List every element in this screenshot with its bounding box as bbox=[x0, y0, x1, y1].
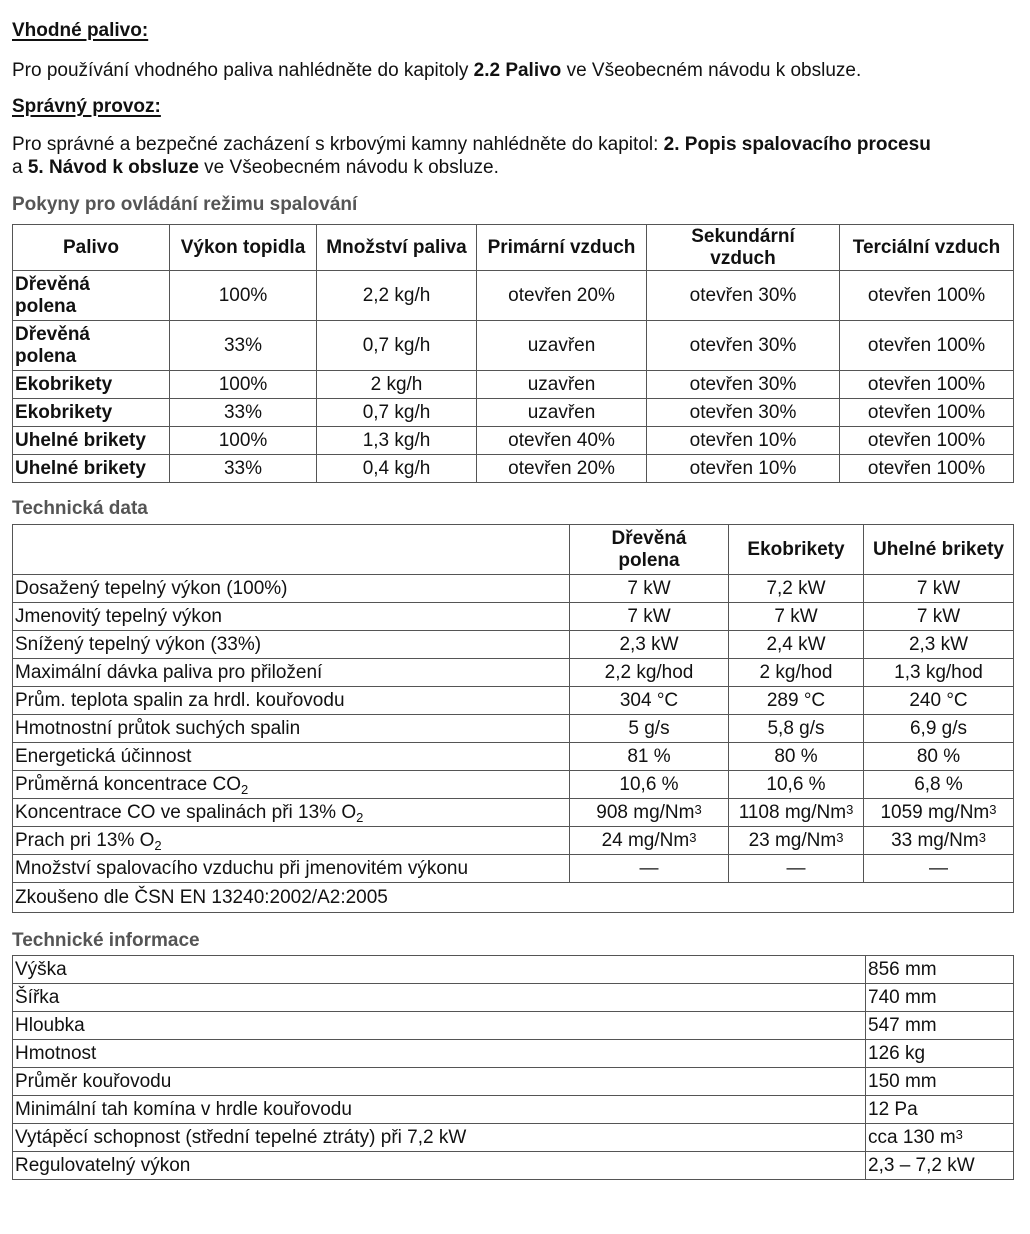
table-row bbox=[13, 399, 1014, 427]
row-label: Dosažený tepelný výkon (100%) bbox=[13, 575, 570, 603]
value-drevena-polena: 7 kW bbox=[570, 603, 729, 631]
value-uhelne-brikety: 7 kW bbox=[864, 603, 1014, 631]
value-drevena-polena: 5 g/s bbox=[570, 715, 729, 743]
table-row bbox=[13, 855, 1014, 883]
info-value: 547 mm bbox=[866, 1012, 1014, 1040]
amount-cell: 0,4 kg/h bbox=[317, 455, 477, 483]
value-ekobrikety bbox=[729, 827, 864, 855]
row-label-text: Průměrná koncentrace CO bbox=[15, 773, 241, 795]
tertiary-air-cell: otevřen 100% bbox=[840, 271, 1014, 321]
row-label bbox=[13, 827, 570, 855]
row-label-text: Prach pri 13% O bbox=[15, 829, 155, 851]
value-drevena-polena bbox=[570, 827, 729, 855]
info-label: Vytápěcí schopnost (střední tepelné ztráty) při 7,2 kW bbox=[13, 1124, 866, 1152]
header-ekobrikety: Ekobrikety bbox=[729, 525, 864, 575]
combustion-table bbox=[12, 224, 1014, 483]
info-label: Výška bbox=[13, 956, 866, 984]
value-text: 24 mg/Nm bbox=[601, 829, 690, 851]
operation-text-mid: a bbox=[12, 157, 28, 178]
fuel-chapter-ref: 2.2 Palivo bbox=[473, 60, 562, 81]
value-text: 908 mg/Nm bbox=[596, 801, 695, 823]
row-label: Snížený tepelný výkon (33%) bbox=[13, 631, 570, 659]
info-value: 856 mm bbox=[866, 956, 1014, 984]
amount-cell: 0,7 kg/h bbox=[317, 399, 477, 427]
fuel-cell: Uhelné brikety bbox=[13, 427, 170, 455]
fuel-text: Pro používání vhodného paliva nahlédněte do kapitoly bbox=[12, 60, 474, 81]
fuel-cell: Ekobrikety bbox=[13, 399, 170, 427]
superscript: 3 bbox=[989, 801, 997, 817]
amount-cell: 0,7 kg/h bbox=[317, 321, 477, 371]
info-value: 2,3 – 7,2 kW bbox=[866, 1152, 1014, 1180]
value-drevena-polena: 2,2 kg/hod bbox=[570, 659, 729, 687]
header-drevena-polena: Dřevěná polena bbox=[570, 525, 729, 575]
table-row bbox=[13, 631, 1014, 659]
secondary-air-cell: otevřen 30% bbox=[647, 399, 840, 427]
table-row bbox=[13, 799, 1014, 827]
value-uhelne-brikety: 6,9 g/s bbox=[864, 715, 1014, 743]
header-sekundarni: Sekundární vzduch bbox=[647, 225, 840, 271]
technical-data-title: Technická data bbox=[12, 498, 148, 519]
technical-info-title: Technické informace bbox=[12, 930, 200, 951]
table-row bbox=[13, 271, 1014, 321]
value-uhelne-brikety bbox=[864, 827, 1014, 855]
value-uhelne-brikety: — bbox=[864, 855, 1014, 883]
secondary-air-cell: otevřen 30% bbox=[647, 321, 840, 371]
table-row bbox=[13, 984, 1014, 1012]
row-label: Maximální dávka paliva pro přiložení bbox=[13, 659, 570, 687]
info-label: Šířka bbox=[13, 984, 866, 1012]
power-cell: 100% bbox=[170, 427, 317, 455]
power-cell: 100% bbox=[170, 271, 317, 321]
power-cell: 100% bbox=[170, 371, 317, 399]
subscript: 2 bbox=[154, 837, 162, 853]
table-row bbox=[13, 827, 1014, 855]
info-label: Průměr kouřovodu bbox=[13, 1068, 866, 1096]
table-row bbox=[13, 743, 1014, 771]
row-label-text: Koncentrace CO ve spalinách při 13% O bbox=[15, 801, 357, 823]
tertiary-air-cell: otevřen 100% bbox=[840, 371, 1014, 399]
superscript: 3 bbox=[955, 1126, 963, 1142]
header-tercialni: Terciální vzduch bbox=[840, 225, 1014, 271]
value-text: 1108 mg/Nm bbox=[738, 801, 847, 823]
table-row bbox=[13, 371, 1014, 399]
info-label: Minimální tah komína v hrdle kouřovodu bbox=[13, 1096, 866, 1124]
tertiary-air-cell: otevřen 100% bbox=[840, 399, 1014, 427]
value-ekobrikety: 2 kg/hod bbox=[729, 659, 864, 687]
operation-chapter-ref-2: 5. Návod k obsluze bbox=[27, 157, 199, 178]
fuel-text-end: ve Všeobecném návodu k obsluze. bbox=[561, 60, 862, 81]
table-row bbox=[13, 687, 1014, 715]
secondary-air-cell: otevřen 10% bbox=[647, 427, 840, 455]
table-row bbox=[13, 956, 1014, 984]
header-primarni: Primární vzduch bbox=[477, 225, 647, 271]
header-mnozstvi: Množství paliva bbox=[317, 225, 477, 271]
table-row bbox=[13, 1124, 1014, 1152]
primary-air-cell: otevřen 20% bbox=[477, 271, 647, 321]
superscript: 3 bbox=[689, 829, 697, 845]
info-value bbox=[866, 1124, 1014, 1152]
table-row bbox=[13, 1012, 1014, 1040]
value-ekobrikety: — bbox=[729, 855, 864, 883]
test-standard-note: Zkoušeno dle ČSN EN 13240:2002/A2:2005 bbox=[13, 883, 1014, 913]
row-label: Prům. teplota spalin za hrdl. kouřovodu bbox=[13, 687, 570, 715]
table-row bbox=[13, 427, 1014, 455]
value-ekobrikety: 10,6 % bbox=[729, 771, 864, 799]
value-drevena-polena: — bbox=[570, 855, 729, 883]
value-drevena-polena: 81 % bbox=[570, 743, 729, 771]
table-row bbox=[13, 715, 1014, 743]
value-ekobrikety bbox=[729, 799, 864, 827]
subscript: 2 bbox=[356, 809, 364, 825]
fuel-heading: Vhodné palivo: bbox=[12, 20, 149, 41]
value-uhelne-brikety: 2,3 kW bbox=[864, 631, 1014, 659]
value-ekobrikety: 289 °C bbox=[729, 687, 864, 715]
row-label: Hmotnostní průtok suchých spalin bbox=[13, 715, 570, 743]
table-row bbox=[13, 455, 1014, 483]
value-drevena-polena: 304 °C bbox=[570, 687, 729, 715]
value-text: 1059 mg/Nm bbox=[880, 801, 990, 823]
header-palivo: Palivo bbox=[13, 225, 170, 271]
operation-text: Pro správné a bezpečné zacházení s krbovými kamny nahlédněte do kapitol: bbox=[12, 134, 664, 155]
operation-chapter-ref-1: 2. Popis spalovacího procesu bbox=[663, 134, 931, 155]
value-drevena-polena bbox=[570, 799, 729, 827]
primary-air-cell: uzavřen bbox=[477, 399, 647, 427]
row-label: Energetická účinnost bbox=[13, 743, 570, 771]
row-label: Jmenovitý tepelný výkon bbox=[13, 603, 570, 631]
row-label bbox=[13, 771, 570, 799]
operation-paragraph bbox=[12, 133, 1022, 179]
superscript: 3 bbox=[836, 829, 844, 845]
info-value: 12 Pa bbox=[866, 1096, 1014, 1124]
table-row bbox=[13, 1096, 1014, 1124]
secondary-air-cell: otevřen 30% bbox=[647, 271, 840, 321]
table-row bbox=[13, 1068, 1014, 1096]
value-uhelne-brikety: 1,3 kg/hod bbox=[864, 659, 1014, 687]
header-vykon: Výkon topidla bbox=[170, 225, 317, 271]
value-ekobrikety: 7 kW bbox=[729, 603, 864, 631]
value-ekobrikety: 80 % bbox=[729, 743, 864, 771]
info-value: 150 mm bbox=[866, 1068, 1014, 1096]
technical-info-table bbox=[12, 955, 1014, 1180]
tertiary-air-cell: otevřen 100% bbox=[840, 455, 1014, 483]
value-text: 33 mg/Nm bbox=[891, 829, 979, 851]
fuel-paragraph bbox=[12, 59, 1022, 82]
technical-data-table bbox=[12, 524, 1014, 913]
table-footer-row bbox=[13, 883, 1014, 913]
info-value: 126 kg bbox=[866, 1040, 1014, 1068]
technical-data-header-row bbox=[13, 525, 1014, 575]
row-label bbox=[13, 799, 570, 827]
combustion-header-row bbox=[13, 225, 1014, 271]
table-row bbox=[13, 1152, 1014, 1180]
value-uhelne-brikety: 6,8 % bbox=[864, 771, 1014, 799]
info-label: Regulovatelný výkon bbox=[13, 1152, 866, 1180]
info-label: Hloubka bbox=[13, 1012, 866, 1040]
value-ekobrikety: 7,2 kW bbox=[729, 575, 864, 603]
value-uhelne-brikety: 240 °C bbox=[864, 687, 1014, 715]
fuel-cell: Ekobrikety bbox=[13, 371, 170, 399]
table-row bbox=[13, 603, 1014, 631]
secondary-air-cell: otevřen 10% bbox=[647, 455, 840, 483]
value-uhelne-brikety bbox=[864, 799, 1014, 827]
power-cell: 33% bbox=[170, 455, 317, 483]
tertiary-air-cell: otevřen 100% bbox=[840, 427, 1014, 455]
superscript: 3 bbox=[978, 829, 986, 845]
combustion-table-title: Pokyny pro ovládání režimu spalování bbox=[12, 194, 358, 215]
table-row bbox=[13, 575, 1014, 603]
power-cell: 33% bbox=[170, 399, 317, 427]
info-value: 740 mm bbox=[866, 984, 1014, 1012]
subscript: 2 bbox=[241, 781, 249, 797]
value-uhelne-brikety: 80 % bbox=[864, 743, 1014, 771]
amount-cell: 2,2 kg/h bbox=[317, 271, 477, 321]
value-text: 23 mg/Nm bbox=[748, 829, 837, 851]
operation-text-end: ve Všeobecném návodu k obsluze. bbox=[198, 157, 499, 178]
amount-cell: 1,3 kg/h bbox=[317, 427, 477, 455]
secondary-air-cell: otevřen 30% bbox=[647, 371, 840, 399]
primary-air-cell: otevřen 20% bbox=[477, 455, 647, 483]
header-empty bbox=[13, 525, 570, 575]
value-drevena-polena: 2,3 kW bbox=[570, 631, 729, 659]
fuel-cell: Dřevěná polena bbox=[13, 321, 170, 371]
table-row bbox=[13, 771, 1014, 799]
primary-air-cell: otevřen 40% bbox=[477, 427, 647, 455]
value-drevena-polena: 7 kW bbox=[570, 575, 729, 603]
tertiary-air-cell: otevřen 100% bbox=[840, 321, 1014, 371]
primary-air-cell: uzavřen bbox=[477, 321, 647, 371]
value-ekobrikety: 5,8 g/s bbox=[729, 715, 864, 743]
operation-heading: Správný provoz: bbox=[12, 96, 161, 117]
info-value-text: cca 130 m bbox=[868, 1126, 956, 1148]
value-uhelne-brikety: 7 kW bbox=[864, 575, 1014, 603]
value-ekobrikety: 2,4 kW bbox=[729, 631, 864, 659]
table-row bbox=[13, 1040, 1014, 1068]
superscript: 3 bbox=[846, 801, 854, 817]
superscript: 3 bbox=[694, 801, 702, 817]
fuel-cell: Uhelné brikety bbox=[13, 455, 170, 483]
power-cell: 33% bbox=[170, 321, 317, 371]
row-label: Množství spalovacího vzduchu při jmenovitém výkonu bbox=[13, 855, 570, 883]
header-uhelne-brikety: Uhelné brikety bbox=[864, 525, 1014, 575]
value-drevena-polena: 10,6 % bbox=[570, 771, 729, 799]
table-row bbox=[13, 321, 1014, 371]
info-label: Hmotnost bbox=[13, 1040, 866, 1068]
fuel-cell: Dřevěná polena bbox=[13, 271, 170, 321]
table-row bbox=[13, 659, 1014, 687]
amount-cell: 2 kg/h bbox=[317, 371, 477, 399]
primary-air-cell: uzavřen bbox=[477, 371, 647, 399]
